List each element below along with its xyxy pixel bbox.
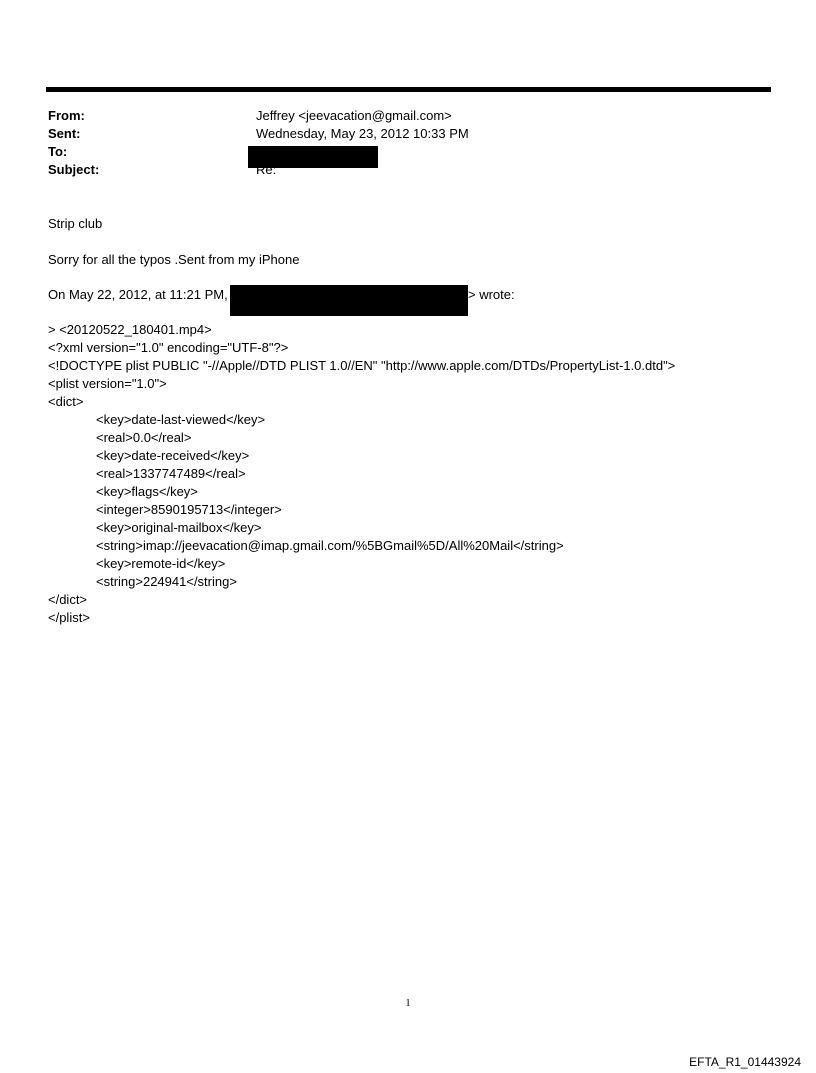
quoted-line: <real>0.0</real> [96, 430, 192, 445]
quoted-line: <?xml version="1.0" encoding="UTF-8"?> [48, 340, 289, 355]
quoted-line: <key>flags</key> [96, 484, 198, 499]
quoted-line: <key>date-received</key> [96, 448, 250, 463]
quoted-line: <dict> [48, 394, 84, 409]
subject-label: Subject: [48, 162, 100, 177]
page-number: 1 [405, 997, 411, 1009]
quoted-line: <string>imap://jeevacation@imap.gmail.com/%5BGmail%5D/All%20Mail</string> [96, 538, 564, 553]
quoted-line: <key>original-mailbox</key> [96, 520, 262, 535]
from-value: Jeffrey <jeevacation@gmail.com> [256, 108, 452, 123]
quoted-line: <!DOCTYPE plist PUBLIC "-//Apple//DTD PLIST 1.0//EN" "http://www.apple.com/DTDs/PropertyList-1.0.dtd"> [48, 358, 676, 373]
bates-number: EFTA_R1_01443924 [689, 1055, 801, 1069]
quoted-line: <key>remote-id</key> [96, 556, 226, 571]
wrote-suffix: > wrote: [468, 287, 515, 302]
sent-value: Wednesday, May 23, 2012 10:33 PM [256, 126, 469, 141]
body-line-signature: Sorry for all the typos .Sent from my iPhone [48, 252, 300, 267]
quoted-line: </dict> [48, 592, 88, 607]
quoted-line: <real>1337747489</real> [96, 466, 246, 481]
quoted-line: <plist version="1.0"> [48, 376, 167, 391]
quoted-line: > <20120522_180401.mp4> [48, 322, 212, 337]
sender-redaction [230, 285, 468, 316]
body-line-strip-club: Strip club [48, 216, 103, 231]
wrote-line [48, 286, 515, 304]
quoted-line: <key>date-last-viewed</key> [96, 412, 266, 427]
subject-value: Re: [256, 162, 277, 177]
quoted-line: </plist> [48, 610, 90, 625]
sent-label: Sent: [48, 126, 81, 141]
header-rule [46, 87, 771, 92]
quoted-line: <integer>8590195713</integer> [96, 502, 282, 517]
to-label: To: [48, 144, 68, 159]
quoted-line: <string>224941</string> [96, 574, 237, 589]
from-label: From: [48, 108, 85, 123]
wrote-prefix: On May 22, 2012, at 11:21 PM, [48, 287, 228, 302]
